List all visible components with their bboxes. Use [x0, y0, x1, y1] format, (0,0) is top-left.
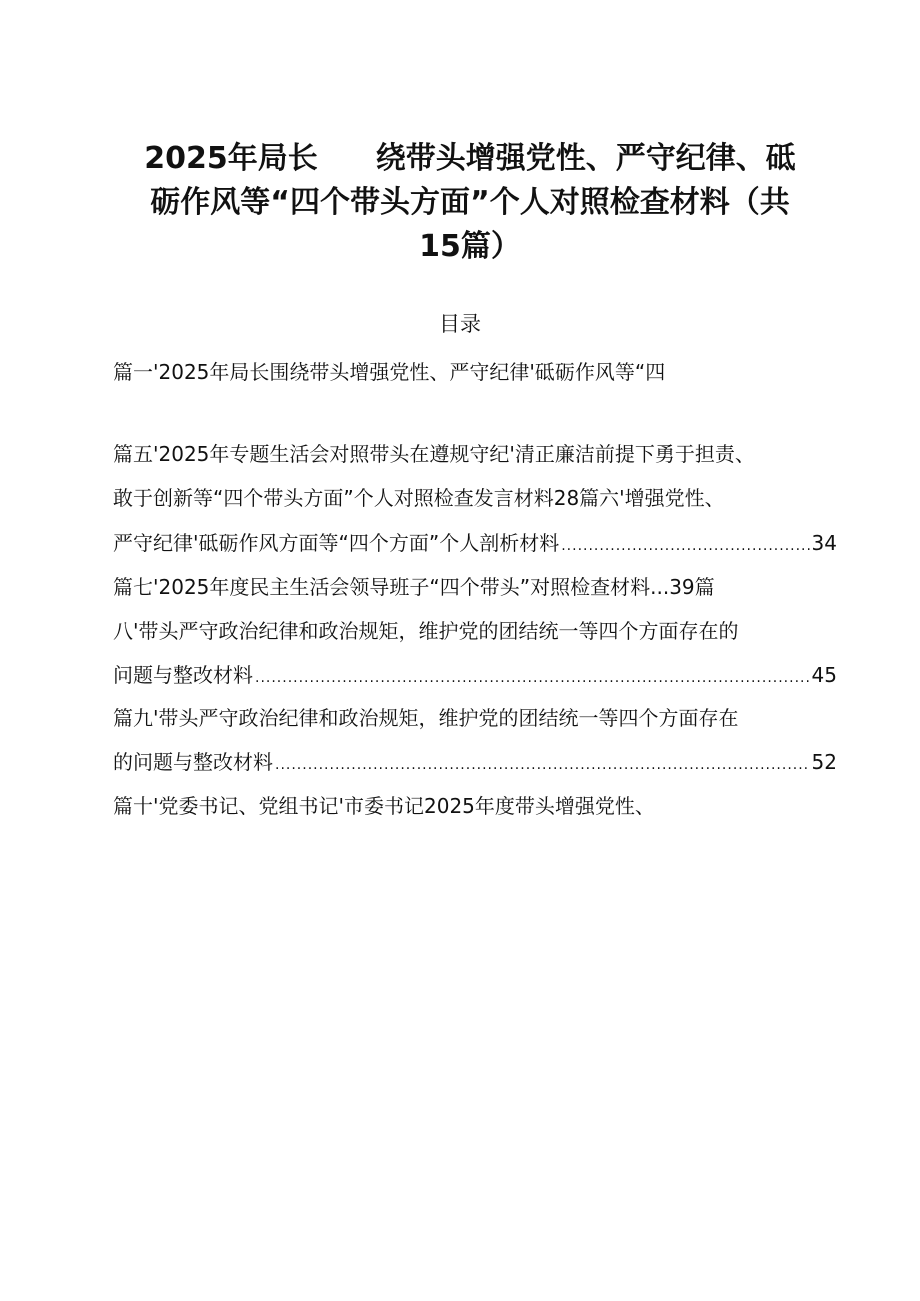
toc-heading: 目录: [439, 312, 481, 336]
toc-entry-line[interactable]: 八'带头严守政治纪律和政治规矩，维护党的团结统一等四个方面存在的: [113, 619, 739, 643]
toc-entry-line[interactable]: 篇十'党委书记、党组书记'市委书记2025年度带头增强党性、: [113, 794, 655, 818]
toc-dot-leader: [561, 530, 809, 562]
toc-page-number: 34: [811, 531, 837, 555]
toc-dot-leader: [275, 749, 810, 781]
toc-entry-text: 严守纪律'砥砺作风方面等“四个方面”个人剖析材料: [113, 531, 560, 555]
toc-entry-line[interactable]: 篇七'2025年度民主生活会领导班子“四个带头”对照检查材料...39篇: [113, 575, 715, 599]
toc-entry-text: 问题与整改材料: [113, 663, 253, 687]
document-title-line-2: 砺作风等“四个带头方面”个人对照检查材料（共: [150, 185, 790, 220]
toc-entry-line[interactable]: [113, 527, 837, 562]
toc-entry-line[interactable]: [113, 659, 837, 694]
toc-entry-line[interactable]: 篇九'带头严守政治纪律和政治规矩，维护党的团结统一等四个方面存在: [113, 706, 739, 730]
toc-entry-line[interactable]: 篇五'2025年专题生活会对照带头在遵规守纪'清正廉洁前提下勇于担责、: [113, 442, 755, 466]
toc-entry-line[interactable]: 篇一'2025年局长围绕带头增强党性、严守纪律'砥砺作风等“四: [113, 360, 666, 384]
title-part-b: 绕带头增强党性、严守纪律、砥: [375, 141, 796, 176]
toc-entry-text: 的问题与整改材料: [113, 750, 273, 774]
document-title-line-3: 15篇）: [419, 229, 521, 264]
toc-page-number: 45: [811, 663, 837, 687]
toc-entry-line[interactable]: [113, 746, 837, 781]
toc-page-number: 52: [811, 750, 837, 774]
document-title-line-1: [110, 137, 830, 181]
toc-dot-leader: [255, 662, 810, 694]
title-part-a: 2025年局长: [144, 141, 318, 176]
toc-entry-line[interactable]: 敢于创新等“四个带头方面”个人对照检查发言材料28篇六'增强党性、: [113, 486, 725, 510]
